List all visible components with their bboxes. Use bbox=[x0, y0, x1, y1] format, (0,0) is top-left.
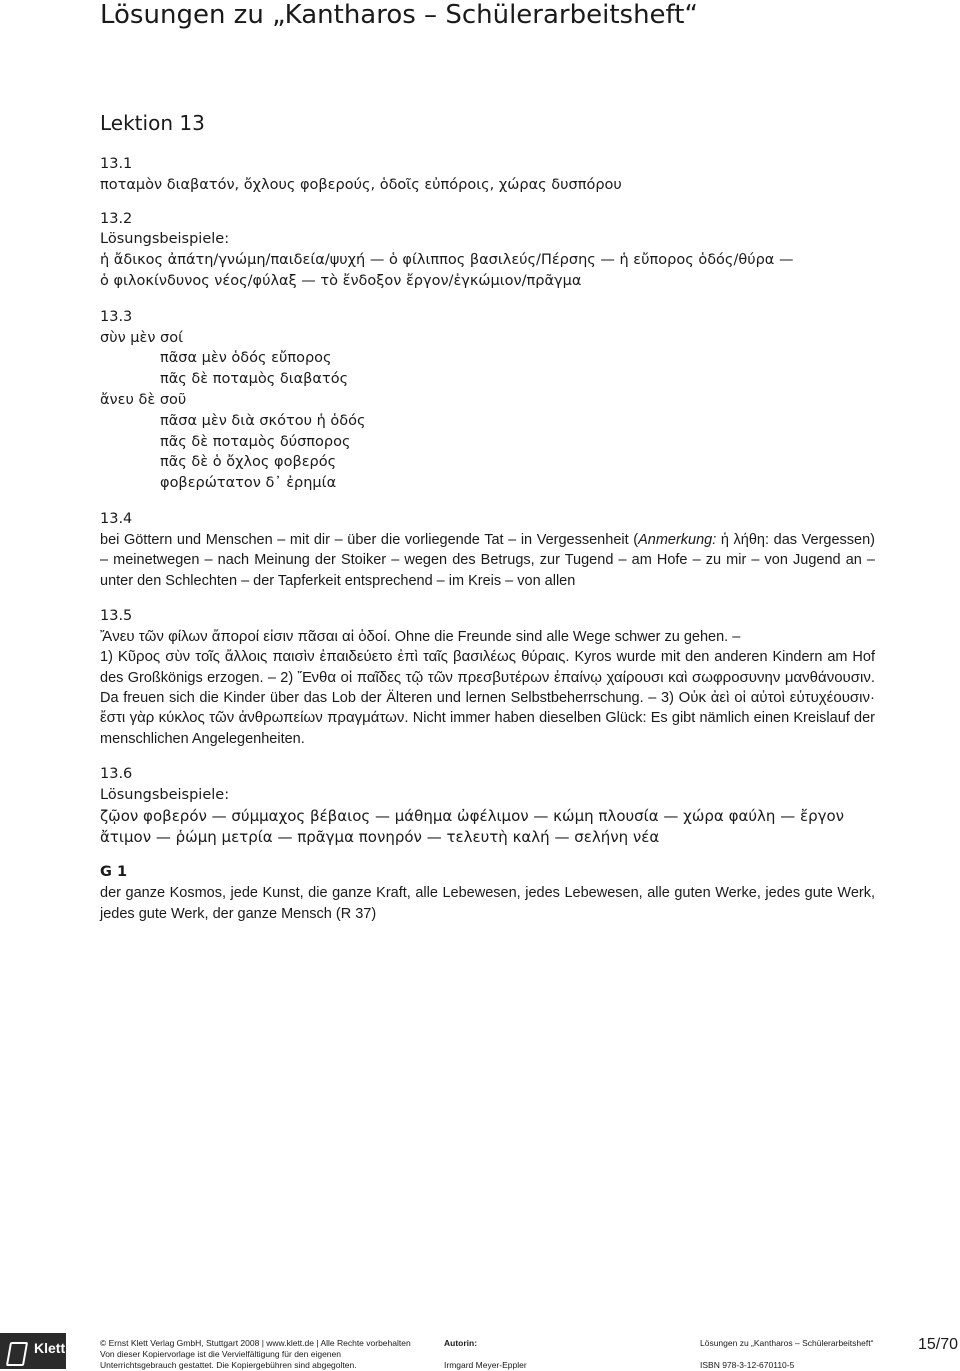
section-paragraph bbox=[100, 627, 875, 749]
footer-author bbox=[444, 1338, 527, 1371]
section-label: 13.2 bbox=[100, 210, 133, 227]
translation: Kyros wurde mit den anderen Kindern am Hof des Großkönigs erzogen. – 2) bbox=[100, 649, 875, 686]
page-number: 15/70 bbox=[917, 1336, 958, 1353]
poem-line: πᾶσα μὲν διὰ σκότου ἡ ὁδός bbox=[160, 412, 366, 429]
translation: Nicht immer haben dieselben Glück: Es gibt nämlich einen Kreislauf der menschlichen Angelegenheiten. bbox=[100, 710, 875, 747]
greek-sentence: Ἔνθα οἱ παῖδες τῷ τῶν πρεσβυτέρων ἐπαίνῳ χαίρουσι καὶ σωφροσυνην μανθάνουσιν. bbox=[297, 668, 875, 686]
footer-copyright bbox=[100, 1338, 411, 1371]
section-13-6 bbox=[100, 764, 875, 847]
translation: Da freuen sich die Kinder über das Lob der Älteren und lernen Selbstbeherrschung. – 3) bbox=[100, 689, 679, 706]
item-number: 1) bbox=[100, 649, 118, 666]
section-label: 13.4 bbox=[100, 510, 133, 527]
section-paragraph: der ganze Kosmos, jede Kunst, die ganze Kraft, alle Lebewesen, jedes Lebewesen, alle guten Werke, jedes gute Werk, jedes gute Werk, der ganze Mensch (R 37) bbox=[100, 885, 875, 922]
greek-sentence: Κῦρος σὺν τοῖς ἄλλοις παισὶν ἐπαιδεύετο ἐπὶ ταῖς βασιλέως θύραις. bbox=[117, 648, 570, 666]
section-13-2 bbox=[100, 209, 875, 292]
document-title: Lösungen zu „Kantharos – Schülerarbeitsheft“ bbox=[100, 0, 698, 30]
section-label: 13.5 bbox=[100, 607, 133, 624]
poem-line: ἄνευ δὲ σοῦ bbox=[100, 391, 187, 408]
logo-text: Klett bbox=[34, 1340, 66, 1356]
copy-note: Von dieser Kopiervorlage ist die Vervielfältigung für den eigenen bbox=[100, 1349, 341, 1359]
copyright-text: © Ernst Klett Verlag GmbH, Stuttgart 2008 | www.klett.de | Alle Rechte vorbehalten bbox=[100, 1338, 411, 1348]
section-text: ποταμὸν διαβατόν, ὄχλους φοβερούς, ὁδοῖς εὐπόροις, χώρας δυσπόρου bbox=[100, 176, 622, 193]
lesson-heading: Lektion 13 bbox=[100, 111, 205, 135]
greek-sentence: Οὐκ ἀεὶ οἱ αὐτοὶ εὐτυχέουσιν· ἔστι γὰρ κύκλος τῶν ἀνθρωπείων πραγμάτων. bbox=[100, 688, 875, 727]
greek-line: ζῷον φοβερόν — σύμμαχος βέβαιος — μάθημα ὠφέλιμον — κώμη πλουσία — χώρα φαύλη — ἔργον bbox=[100, 806, 845, 825]
paragraph-text: das Vergessen) – meinetwegen – nach Meinung der Stoiker – wegen des Betrugs, zur Tugend – am Hofe – zu mir – von Jugend an – unter den Schlechten – der Tapferkeit entsprechend – im Kreis – von allen bbox=[100, 531, 875, 589]
section-g1 bbox=[100, 862, 875, 924]
section-13-1 bbox=[100, 154, 875, 196]
section-13-4 bbox=[100, 509, 875, 591]
greek-term: ἡ λήθη: bbox=[716, 531, 770, 548]
section-13-5 bbox=[100, 606, 875, 749]
isbn: ISBN 978-3-12-670110-5 bbox=[700, 1360, 795, 1370]
author-name: Irmgard Meyer-Eppler bbox=[444, 1360, 527, 1370]
section-paragraph bbox=[100, 530, 875, 591]
klett-logo bbox=[0, 1333, 66, 1369]
poem-line: πᾶς δὲ ποταμὸς διαβατός bbox=[160, 371, 349, 388]
section-label: G 1 bbox=[100, 864, 128, 881]
document-body bbox=[100, 154, 875, 924]
greek-line: ὁ φιλοκίνδυνος νέος/φύλαξ — τὸ ἔνδοξον ἔργον/ἐγκώμιον/πρᾶγμα bbox=[100, 272, 582, 289]
section-label: 13.3 bbox=[100, 308, 133, 325]
book-title: Lösungen zu „Kantharos – Schülerarbeitsheft“ bbox=[700, 1338, 874, 1348]
section-subheading: Lösungsbeispiele: bbox=[100, 787, 230, 803]
klett-logo-icon bbox=[6, 1342, 28, 1366]
poem-line: πᾶς δὲ ὁ ὄχλος φοβερός bbox=[160, 454, 337, 471]
section-label: 13.6 bbox=[100, 766, 133, 783]
author-label: Autorin: bbox=[444, 1338, 478, 1348]
greek-line: ἄτιμον — ῥώμη μετρία — πρᾶγμα πονηρόν — τελευτὴ καλή — σελήνη νέα bbox=[100, 827, 660, 846]
poem-line: φοβερώτατον δ᾽ ἐρημία bbox=[160, 475, 337, 492]
greek-sentence: Ἄνευ τῶν φίλων ἄποροί εἰσιν πᾶσαι αἱ ὁδοί. bbox=[100, 627, 391, 645]
poem-line: πᾶσα μὲν ὁδός εὔπορος bbox=[160, 350, 332, 367]
translation: Ohne die Freunde sind alle Wege schwer zu gehen. – bbox=[390, 628, 741, 645]
poem-line: πᾶς δὲ ποταμὸς δύσπορος bbox=[160, 433, 351, 450]
section-subheading: Lösungsbeispiele: bbox=[100, 231, 230, 248]
copy-note: Unterrichtsgebrauch gestattet. Die Kopiergebühren sind abgegolten. bbox=[100, 1360, 357, 1370]
annotation-label: Anmerkung: bbox=[638, 531, 717, 548]
paragraph-text: bei Göttern und Menschen – mit dir – über die vorliegende Tat – in Vergessenheit ( bbox=[100, 531, 639, 548]
footer-book bbox=[700, 1338, 873, 1371]
greek-line: ἡ ἄδικος ἀπάτη/γνώμη/παιδεία/ψυχή — ὁ φίλιππος βασιλεύς/Πέρσης — ἡ εὔπορος ὁδός/θύρα — bbox=[100, 252, 794, 269]
section-label: 13.1 bbox=[100, 156, 133, 172]
page-footer bbox=[0, 1333, 960, 1369]
section-13-3 bbox=[100, 307, 875, 494]
poem-line: σὺν μὲν σοί bbox=[100, 329, 184, 346]
